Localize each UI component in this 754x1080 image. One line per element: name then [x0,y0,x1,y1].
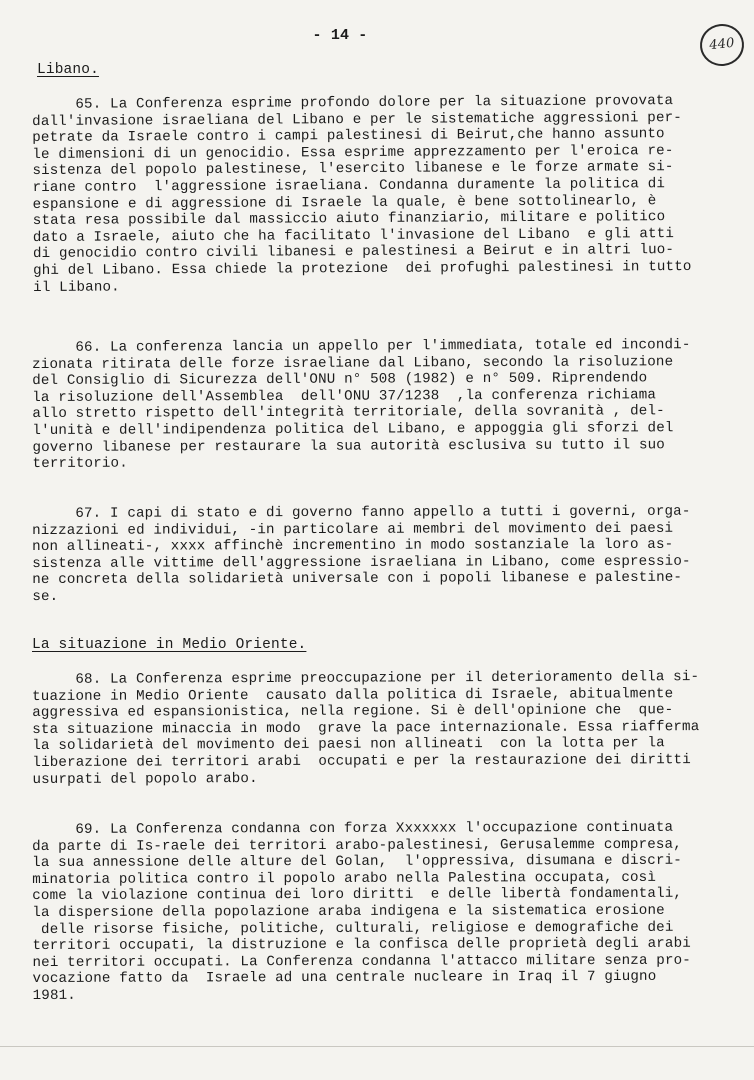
section-heading-libano: Libano. [37,62,99,78]
text-line: ghi del Libano. Essa chiede la protezione dei profughi palestinesi in tutto [33,258,692,279]
text-line: nizzazioni ed individui, -in particolare ai membri del movimento dei paesi [32,520,674,539]
text-line: espansione e di aggressione di Israele la quale, è bene sottolinearlo, è [32,192,657,213]
text-line: 66. La conferenza lancia un appello per l'immediata, totale ed incondi- [32,337,691,356]
text-line: le dimensioni di un genocidio. Essa esprime apprezzamento per l'eroica re- [32,142,674,163]
page-number: - 14 - [312,27,368,44]
text-line: 68. La Conferenza esprime preoccupazione per il deterioramento della si- [32,669,700,688]
text-line: nei territori occupati. La Conferenza condanna l'attacco militare senza pro- [32,952,691,971]
text-line: la sua annessione delle alture del Golan, l'oppressiva, disumana e discri- [32,852,682,872]
paragraph-66 [32,337,723,473]
text-line: il Libano. [33,278,120,296]
text-line: l'unità e dell'indipendenza politica del Libano, e appoggia gli sforzi del [32,420,674,439]
text-line: aggressiva ed espansionistica, nella regione. Si è dell'opinione che que- [32,702,674,722]
text-line: liberazione dei territori arabi occupati e per la restaurazione dei diritti [32,752,691,771]
text-line: vocazione fatto da Israele ad una centrale nucleare in Iraq il 7 giugno [32,969,657,988]
archive-stamp: 440 [698,22,746,68]
text-line: ne concreta della solidarietà universale con i popoli libanese e palestine- [32,570,683,589]
text-line: 69. La Conferenza condanna con forza Xxxxxxx l'occupazione continuata [32,819,674,838]
text-line: governo libanese per restaurare la sua autorità esclusiva su tutto il suo [32,436,665,456]
paragraph-68 [32,669,723,788]
text-line: 67. I capi di stato e di governo fanno appello a tutti i governi, orga- [32,503,691,522]
section-heading-medio-oriente: La situazione in Medio Oriente. [32,637,307,653]
scan-edge-divider [0,1046,754,1047]
text-line: riane contro l'aggressione israeliana. Condanna duramente la politica di [32,176,666,196]
text-line: la solidarietà del movimento dei paesi non allineati con la lotta per la [32,735,665,755]
text-line: dato a Israele, aiuto che ha facilitato l'invasione del Libano e gli atti [32,225,675,246]
text-line: usurpati del popolo arabo. [32,770,258,788]
text-line: stata resa possibile dal massiccio aiuto finanziario, militare e politico [32,209,666,230]
text-line: del Consiglio di Sicurezza dell'ONU n° 508 (1982) e n° 509. Riprendendo [32,370,648,390]
paragraph-65 [32,93,723,296]
text-line: petrate da Israele contro i campi palestinesi di Beirut,che hanno assunto [32,126,665,147]
text-line: zionata ritirata delle forze israeliane dal Libano, secondo la risoluzione [32,353,674,373]
text-line: di genocidio contro civili libanesi e palestinesi a Beirut e in altri luo- [32,242,675,263]
text-line: delle risorse fisiche, politiche, culturali, religiose e demografiche dei [32,919,674,938]
text-line: se. [32,588,59,605]
text-line: non allineati-, xxxx affinchè incrementino in modo sostanziale la loro as- [32,536,674,556]
text-line: minatoria politica contro il popolo arabo nella Palestina occupata, così [32,869,657,888]
text-line: sistenza del popolo palestinese, l'esercito libanese e le forze armate si- [32,159,674,180]
text-line: la dispersione della popolazione araba indigena e la sistematica erosione [32,902,665,921]
text-line: sta situazione minaccia in modo grave la pace internazionale. Essa riafferma [32,718,700,738]
text-line: sistenza alle vittime dell'aggressione israeliana in Libano, come espressio- [32,553,691,572]
paragraph-69 [32,820,723,1005]
text-line: 1981. [32,987,76,1004]
text-line: 65. La Conferenza esprime profondo dolore per la situazione provovata [32,93,674,113]
text-line: territori occupati, la distruzione e la confisca delle proprietà degli arabi [32,935,691,955]
text-line: dall'invasione israeliana del Libano e per le sistematiche aggressioni per- [32,109,682,130]
text-line: da parte di Is-raele dei territori arabo-palestinesi, Gerusalemme compresa, [32,836,682,855]
text-line: la risoluzione dell'Assemblea dell'ONU 37/1238 ,la conferenza richiama [32,387,657,406]
text-line: come la violazione continua dei loro diritti e delle libertà fondamentali, [32,886,683,905]
text-line: allo stretto rispetto dell'integrità territoriale, della sovranità , del- [32,403,665,423]
text-line: territorio. [32,455,128,473]
text-line: tuazione in Medio Oriente causato dalla politica di Israele, abitualmente [32,685,674,705]
paragraph-67 [32,504,722,606]
